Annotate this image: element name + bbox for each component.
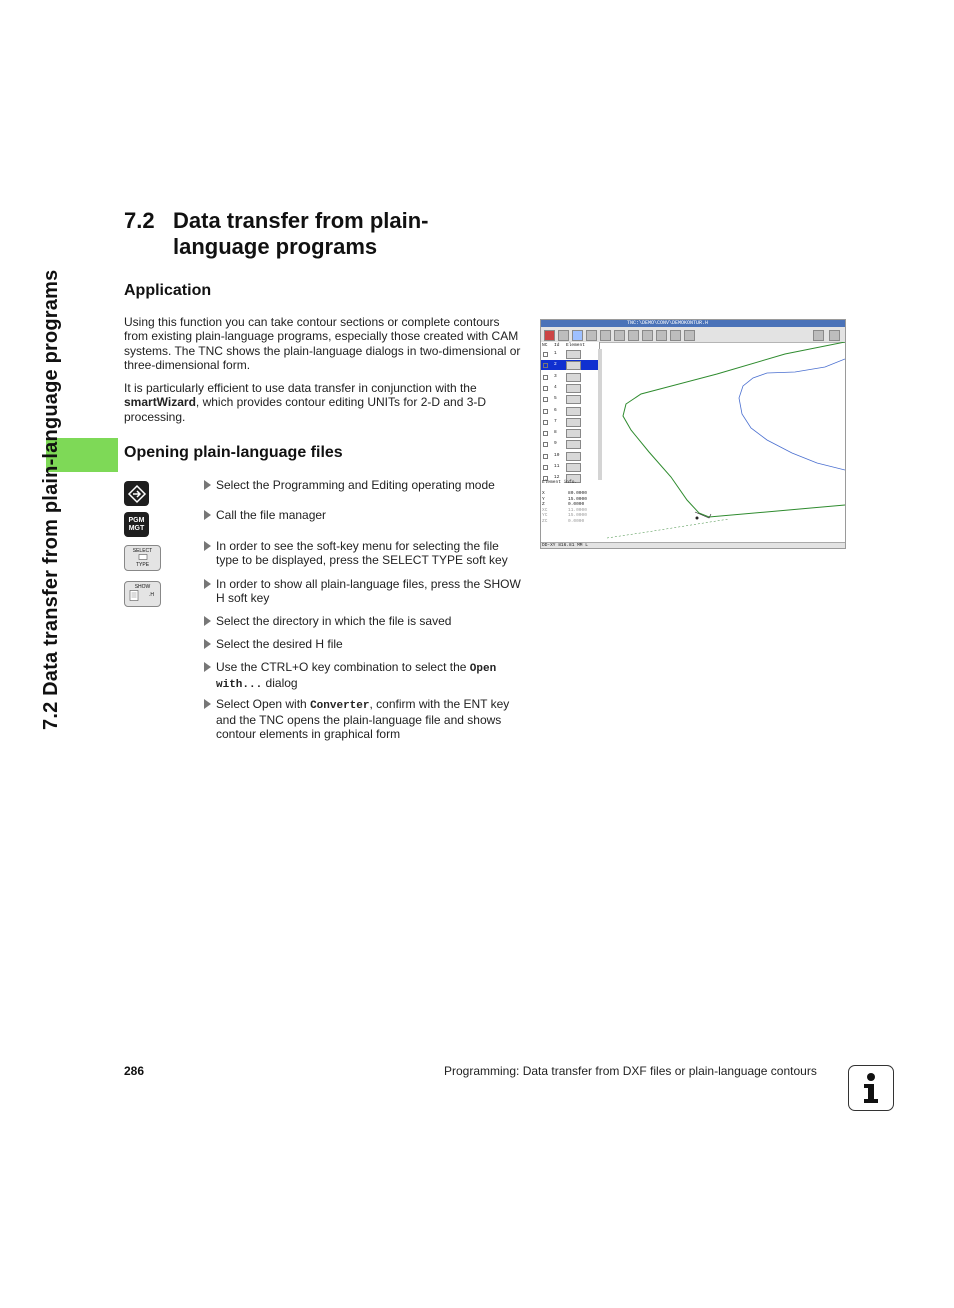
settings-icon[interactable] xyxy=(558,330,569,341)
list-row[interactable] xyxy=(541,417,599,427)
section-title: Data transfer from plain-language programs xyxy=(173,208,429,259)
bullet-triangle-icon xyxy=(204,699,211,709)
info-title: Element info. xyxy=(542,480,578,485)
page-number: 286 xyxy=(124,1064,145,1078)
application-para-2 xyxy=(124,381,524,424)
bullet-triangle-icon xyxy=(204,616,211,626)
step-2 xyxy=(204,508,524,522)
step-8 xyxy=(204,697,524,741)
row-id: 6 xyxy=(554,407,557,413)
list-row[interactable] xyxy=(541,372,599,382)
step-7-text xyxy=(216,660,524,692)
select-type-softkey[interactable] xyxy=(124,545,161,571)
row-id: 11 xyxy=(554,464,560,469)
document-icon xyxy=(129,590,151,601)
list-row[interactable] xyxy=(541,439,599,449)
bullet-triangle-icon xyxy=(204,510,211,520)
edit-mode-key[interactable] xyxy=(124,481,149,506)
line-element-icon xyxy=(566,373,581,382)
info-row xyxy=(542,502,585,508)
step-5 xyxy=(204,614,524,628)
element-info-panel xyxy=(541,480,607,544)
select-type-icon xyxy=(136,554,150,560)
step-6 xyxy=(204,637,524,651)
info-glyph xyxy=(849,1066,893,1110)
select-contour-icon[interactable] xyxy=(614,330,625,341)
bullet-triangle-icon xyxy=(204,639,211,649)
row-id: 10 xyxy=(554,452,560,458)
converter-toolbar xyxy=(541,327,845,343)
row-id: 9 xyxy=(554,441,557,447)
list-row[interactable] xyxy=(541,428,599,438)
bullet-triangle-icon xyxy=(204,541,211,551)
step-4 xyxy=(204,577,524,605)
application-heading: Application xyxy=(124,282,212,299)
zoom-icon[interactable] xyxy=(600,330,611,341)
row-id: 1 xyxy=(554,351,557,356)
row-checkbox[interactable] xyxy=(543,431,548,436)
info-value: 0.0000 xyxy=(568,502,585,508)
row-id: 8 xyxy=(554,430,557,436)
step-5-text: Select the directory in which the file is saved xyxy=(216,614,452,628)
line-element-icon xyxy=(566,463,581,472)
step-8-before: Select Open with xyxy=(216,697,311,711)
step-8-after: , confirm with the ENT key and the TNC opens the plain-language file and shows contour elements in graphical form xyxy=(216,697,510,741)
side-running-title-text: 7.2 Data transfer from plain-language programs xyxy=(40,269,62,730)
step-1-text: Select the Programming and Editing operating mode xyxy=(216,478,495,492)
row-id: 2 xyxy=(554,362,557,368)
line-element-icon xyxy=(566,350,581,359)
row-id: 12 xyxy=(554,475,560,481)
type-label: TYPE xyxy=(135,562,150,568)
list-row[interactable] xyxy=(541,451,599,461)
para2-after: , which provides contour editing UNITs for 2-D and 3-D processing. xyxy=(124,395,487,424)
info-row xyxy=(542,496,587,502)
section-number: 7.2 xyxy=(124,208,155,233)
bullet-triangle-icon xyxy=(204,480,211,490)
info-value: 15.0000 xyxy=(568,513,587,519)
line-element-icon xyxy=(566,384,581,393)
info-row xyxy=(542,519,585,524)
step-8-text xyxy=(216,697,524,741)
info-row xyxy=(542,491,587,496)
step-7 xyxy=(204,660,524,692)
row-checkbox[interactable] xyxy=(543,363,548,368)
step-1 xyxy=(204,478,524,492)
info-icon xyxy=(848,1065,894,1111)
line-element-icon xyxy=(566,418,581,427)
info-label: Z xyxy=(542,502,545,508)
col-id: Id xyxy=(554,343,560,348)
opening-heading: Opening plain-language files xyxy=(124,444,343,461)
window-title: TNC:\DEMO\CONV\DEMOKONTUR.H xyxy=(627,320,709,326)
info-value: 11.0000 xyxy=(568,507,587,513)
row-checkbox[interactable] xyxy=(543,420,548,425)
step-3-text: In order to see the soft-key menu for selecting the file type to be displayed, press the SELECT TYPE soft key xyxy=(216,539,508,567)
status-text: DD-XY 816.81 MM L xyxy=(542,543,588,548)
show-label: SHOW xyxy=(134,584,151,590)
info-label: YC xyxy=(542,513,548,519)
row-checkbox[interactable] xyxy=(543,352,548,357)
application-para-1: Using this function you can take contour sections or complete contours from existing plain-language programs, especially those created with CAM systems. The TNC shows the plain-language dialogs in two-dimensional or three-dimensional form. xyxy=(124,315,521,372)
list-row[interactable] xyxy=(541,406,599,416)
window-titlebar xyxy=(541,320,845,327)
para2-before: It is particularly efficient to use data transfer in conjunction with the xyxy=(124,381,477,395)
row-checkbox[interactable] xyxy=(543,375,548,380)
open-with-code: Open with... xyxy=(216,663,497,691)
bullet-triangle-icon xyxy=(204,579,211,589)
row-checkbox[interactable] xyxy=(543,397,548,402)
mgt-label: MGT xyxy=(128,524,145,532)
para2-bold: smartWizard xyxy=(124,395,196,410)
step-7-after: dialog xyxy=(262,676,298,690)
pgm-label: PGM xyxy=(128,516,145,524)
info-label: Y xyxy=(542,496,545,502)
row-id: 5 xyxy=(554,396,557,402)
info-value: 0.0000 xyxy=(568,519,585,524)
row-id: 3 xyxy=(554,373,557,379)
line-element-icon xyxy=(566,407,581,416)
line-element-icon xyxy=(566,395,581,404)
list-row[interactable] xyxy=(541,462,599,472)
info-row xyxy=(542,513,587,519)
line-element-icon xyxy=(566,361,581,370)
layer-icon[interactable] xyxy=(572,330,583,341)
info-label: XC xyxy=(542,507,548,513)
h-ext-label: .H xyxy=(149,592,154,598)
delete-icon[interactable] xyxy=(642,330,653,341)
step-2-text: Call the file manager xyxy=(216,508,327,522)
edit-mode-icon xyxy=(127,484,147,504)
help-icon[interactable] xyxy=(813,330,824,341)
line-element-icon xyxy=(566,440,581,449)
row-checkbox[interactable] xyxy=(543,409,548,414)
running-footer: Programming: Data transfer from DXF files or plain-language contours xyxy=(444,1064,817,1078)
row-id: 4 xyxy=(554,384,557,390)
line-element-icon xyxy=(566,429,581,438)
list-row[interactable] xyxy=(541,349,599,359)
step-3 xyxy=(204,539,524,567)
contour-graphic xyxy=(607,342,845,542)
info-value: 15.0000 xyxy=(568,496,587,502)
info-label: ZC xyxy=(542,519,548,524)
list-header xyxy=(541,342,599,349)
element-list xyxy=(541,342,600,480)
select-position-icon[interactable] xyxy=(628,330,639,341)
file-manager-key[interactable] xyxy=(124,512,149,537)
exit-icon[interactable] xyxy=(829,330,840,341)
col-nc: NC xyxy=(542,343,548,348)
col-element: Element xyxy=(566,343,585,348)
list-row[interactable] xyxy=(541,383,599,393)
row-checkbox[interactable] xyxy=(543,442,548,447)
list-row[interactable] xyxy=(541,394,599,404)
step-6-text: Select the desired H file xyxy=(216,637,343,651)
step-4-text: In order to show all plain-language files, press the SHOW H soft key xyxy=(216,577,521,605)
converter-code: Converter xyxy=(310,700,370,712)
list-scrollbar[interactable] xyxy=(598,349,602,480)
info-label: X xyxy=(542,491,545,496)
list-row[interactable] xyxy=(541,360,599,370)
row-checkbox[interactable] xyxy=(543,465,548,470)
open-file-icon[interactable] xyxy=(544,330,555,341)
row-checkbox[interactable] xyxy=(543,386,548,391)
converter-screenshot xyxy=(540,319,846,549)
bullet-triangle-icon xyxy=(204,662,211,672)
show-h-softkey[interactable] xyxy=(124,581,161,607)
step-7-before: Use the CTRL+O key combination to select the xyxy=(216,660,470,674)
info-value: 80.0000 xyxy=(568,491,587,496)
row-id: 7 xyxy=(554,418,557,424)
reference-point-icon[interactable] xyxy=(586,330,597,341)
line-element-icon xyxy=(566,452,581,461)
cut-icon[interactable] xyxy=(656,330,667,341)
status-bar xyxy=(541,542,845,549)
undo-icon[interactable] xyxy=(684,330,695,341)
row-checkbox[interactable] xyxy=(543,454,548,459)
select-label: SELECT xyxy=(132,548,153,554)
extend-icon[interactable] xyxy=(670,330,681,341)
